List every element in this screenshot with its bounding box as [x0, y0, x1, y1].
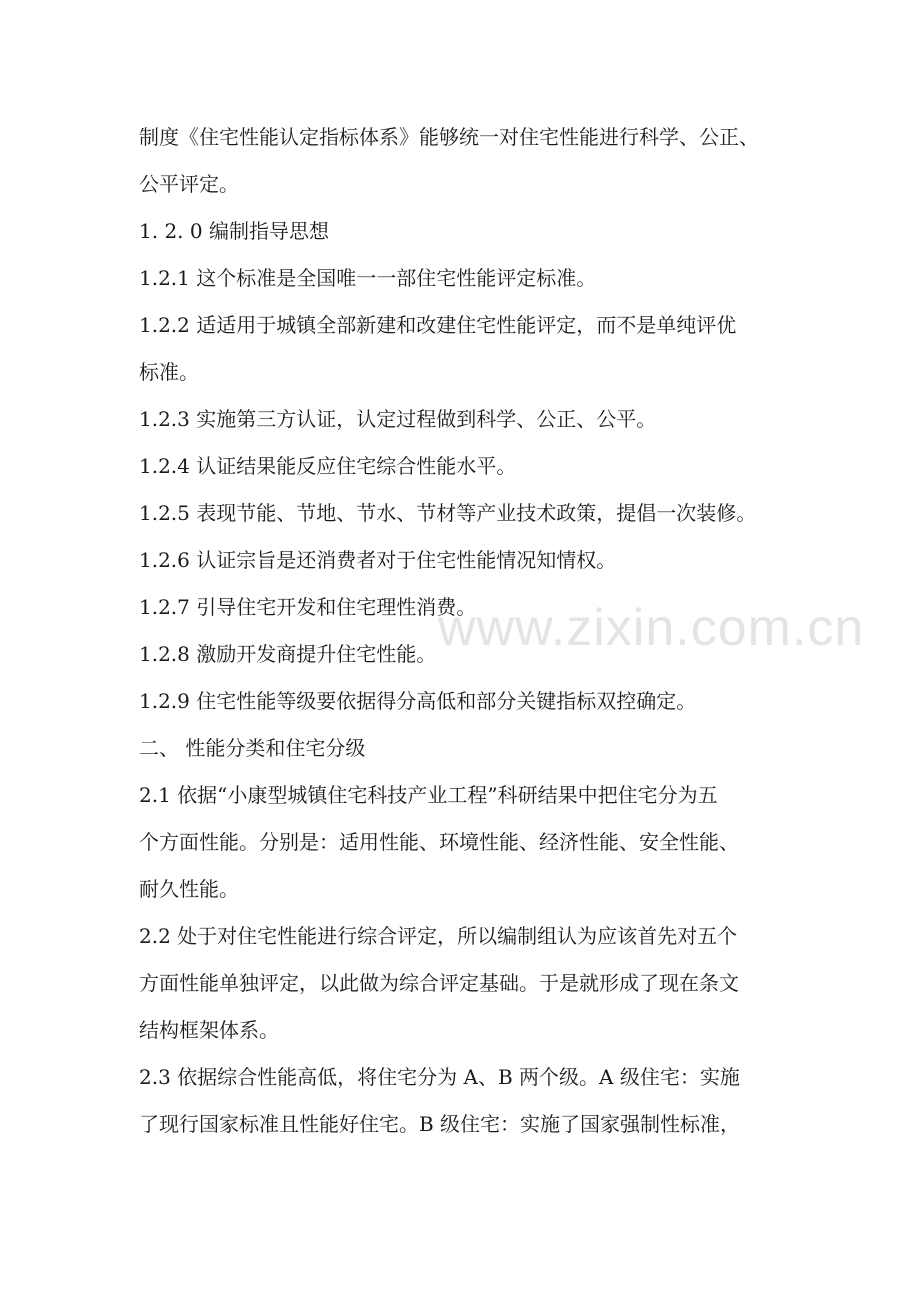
- text-line: 了现行国家标准且性能好住宅。B 级住宅：实施了国家强制性标准，: [139, 1112, 741, 1136]
- document-body: [139, 114, 789, 1148]
- text-line: 标准。: [139, 360, 199, 384]
- text-line: 1.2.1 这个标准是全国唯一一部住宅性能评定标准。: [139, 266, 597, 290]
- text-line: 方面性能单独评定，以此做为综合评定基础。于是就形成了现在条文: [139, 971, 739, 995]
- text-line: 1.2.4 认证结果能反应住宅综合性能水平。: [139, 454, 517, 478]
- text-line: 个方面性能。分别是：适用性能、环境性能、经济性能、安全性能、: [139, 830, 739, 854]
- text-line: 1.2.2 适适用于城镇全部新建和改建住宅性能评定，而不是单纯评优: [139, 313, 737, 337]
- text-line: 1.2.6 认证宗旨是还消费者对于住宅性能情况知情权。: [139, 548, 617, 572]
- text-line: 制度《住宅性能认定指标体系》能够统一对住宅性能进行科学、公正、: [139, 125, 759, 149]
- text-line: 1.2.8 激励开发商提升住宅性能。: [139, 642, 437, 666]
- text-line: 耐久性能。: [139, 877, 239, 901]
- text-line: 1.2.5 表现节能、节地、节水、节材等产业技术政策，提倡一次装修。: [139, 501, 757, 525]
- text-line: 2.3 依据综合性能高低，将住宅分为 A、B 两个级。A 级住宅：实施: [139, 1065, 740, 1089]
- section-heading: 1. 2. 0 编制指导思想: [139, 219, 329, 243]
- text-line: 结构框架体系。: [139, 1018, 279, 1042]
- section-heading: 二、 性能分类和住宅分级: [139, 736, 366, 760]
- watermark: www.zixin.com.cn: [438, 599, 865, 657]
- text-line: 1.2.7 引导住宅开发和住宅理性消费。: [139, 595, 477, 619]
- text-line: 1.2.9 住宅性能等级要依据得分高低和部分关键指标双控确定。: [139, 689, 697, 713]
- text-line: 1.2.3 实施第三方认证，认定过程做到科学、公正、公平。: [139, 407, 657, 431]
- text-line: 2.1 依据“小康型城镇住宅科技产业工程”科研结果中把住宅分为五: [139, 783, 718, 807]
- text-line: 公平评定。: [139, 172, 239, 196]
- text-line: 2.2 处于对住宅性能进行综合评定，所以编制组认为应该首先对五个: [139, 924, 738, 948]
